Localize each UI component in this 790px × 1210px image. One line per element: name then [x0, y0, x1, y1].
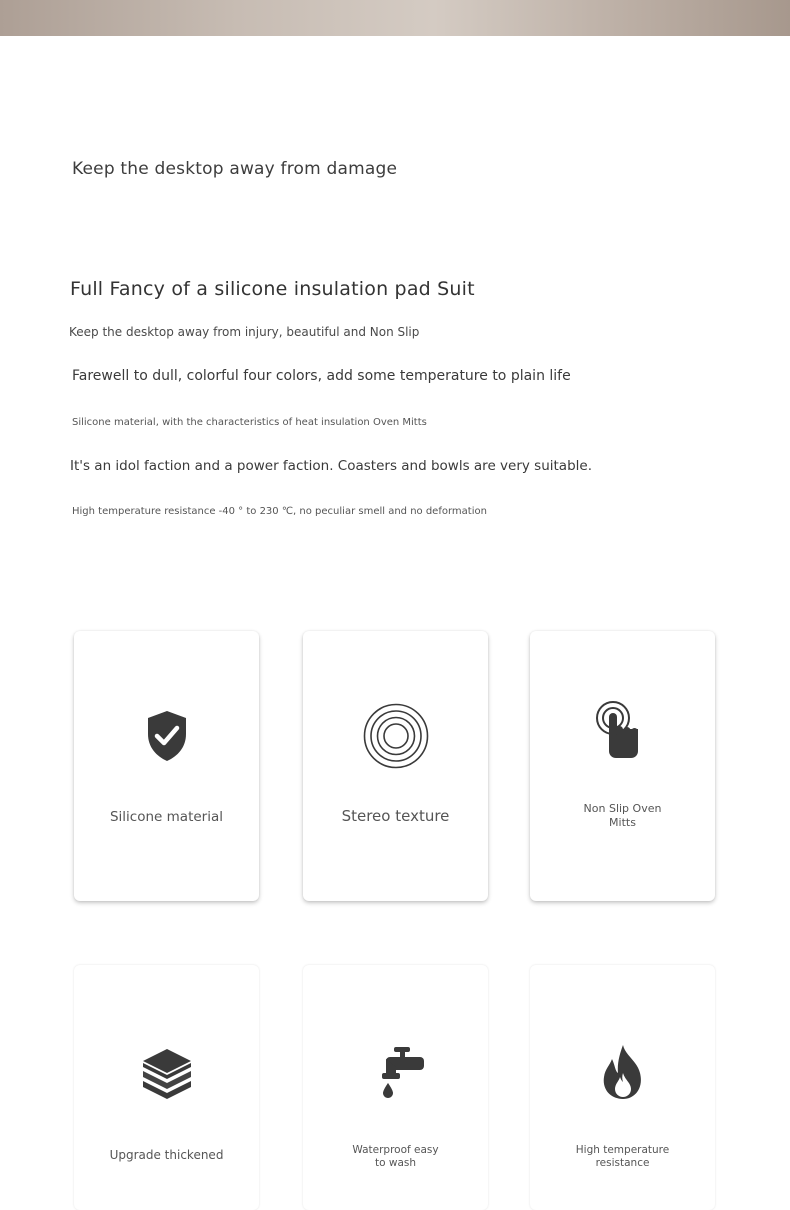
faucet-icon [374, 1045, 426, 1101]
product-title: Full Fancy of a silicone insulation pad Suit [70, 278, 475, 300]
feature-label: Stereo texture [341, 807, 450, 825]
top-banner-image [0, 0, 790, 36]
section-heading: Keep the desktop away from damage [72, 159, 398, 179]
description-line: Farewell to dull, colorful four colors, add some temperature to plain life [72, 368, 571, 384]
description-line: Silicone material, with the characteristics of heat insulation Oven Mitts [72, 417, 427, 428]
feature-card-hightemp [530, 965, 715, 1210]
hand-touch-icon [594, 699, 644, 761]
feature-label: High temperature resistance [575, 1144, 670, 1170]
flame-icon [598, 1043, 648, 1101]
concentric-circles-icon [363, 703, 429, 769]
description-line: It's an idol faction and a power faction. Coasters and bowls are very suitable. [70, 458, 592, 474]
feature-card-nonslip [530, 631, 715, 901]
feature-card-waterproof [303, 965, 488, 1210]
description-line: High temperature resistance -40 ° to 230 ℃, no peculiar smell and no deformation [72, 506, 487, 517]
feature-label: Silicone material [109, 809, 223, 825]
shield-check-icon [145, 709, 189, 763]
feature-card-silicone [74, 631, 259, 901]
description-line: Keep the desktop away from injury, beautiful and Non Slip [69, 325, 420, 339]
feature-label: Non Slip Oven Mitts [583, 802, 662, 829]
feature-label: Upgrade thickened [109, 1148, 224, 1162]
feature-card-thickened [74, 965, 259, 1210]
feature-card-texture [303, 631, 488, 901]
layers-icon [141, 1047, 193, 1101]
feature-label: Waterproof easy to wash [352, 1144, 439, 1170]
